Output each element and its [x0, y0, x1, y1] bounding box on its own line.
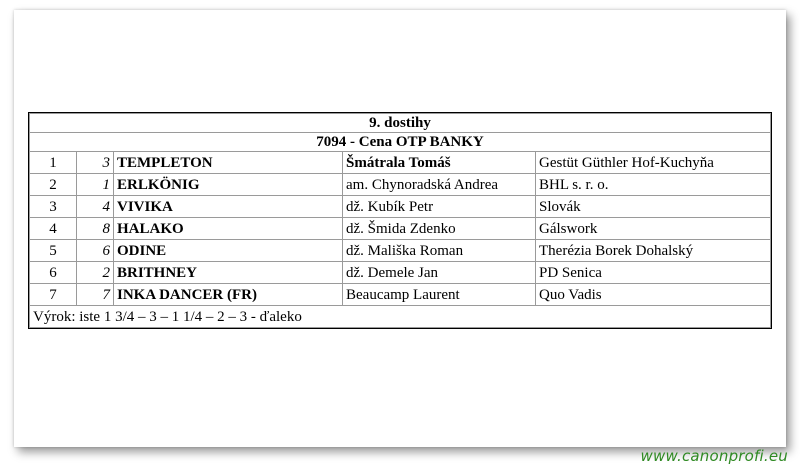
- jockey-name: dž. Mališka Roman: [343, 240, 536, 262]
- jockey-name: Beaucamp Laurent: [343, 284, 536, 306]
- table-row: [30, 218, 771, 240]
- table-row: [30, 284, 771, 306]
- table-row: [30, 240, 771, 262]
- table-row: [30, 262, 771, 284]
- watermark: www.canonprofi.eu: [640, 447, 788, 465]
- horse-name: TEMPLETON: [114, 152, 343, 174]
- start-number: 1: [77, 174, 114, 196]
- owner-name: Gestüt Güthler Hof-Kuchyňa: [536, 152, 771, 174]
- table-row: [30, 152, 771, 174]
- start-number: 7: [77, 284, 114, 306]
- start-number: 3: [77, 152, 114, 174]
- placing: 6: [30, 262, 77, 284]
- start-number: 4: [77, 196, 114, 218]
- owner-name: BHL s. r. o.: [536, 174, 771, 196]
- owner-name: Gálswork: [536, 218, 771, 240]
- start-number: 8: [77, 218, 114, 240]
- horse-name: VIVIKA: [114, 196, 343, 218]
- jockey-name: dž. Kubík Petr: [343, 196, 536, 218]
- jockey-name: Šmátrala Tomáš: [343, 152, 536, 174]
- verdict-row: [30, 306, 771, 328]
- placing: 2: [30, 174, 77, 196]
- jockey-name: am. Chynoradská Andrea: [343, 174, 536, 196]
- placing: 4: [30, 218, 77, 240]
- horse-name: ERLKÖNIG: [114, 174, 343, 196]
- table-row: [30, 174, 771, 196]
- placing: 3: [30, 196, 77, 218]
- horse-name: ODINE: [114, 240, 343, 262]
- race-results-table: [29, 113, 771, 328]
- owner-name: Quo Vadis: [536, 284, 771, 306]
- jockey-name: dž. Šmida Zdenko: [343, 218, 536, 240]
- race-subtitle: 7094 - Cena OTP BANKY: [30, 133, 771, 152]
- placing: 5: [30, 240, 77, 262]
- horse-name: BRITHNEY: [114, 262, 343, 284]
- horse-name: INKA DANCER (FR): [114, 284, 343, 306]
- start-number: 6: [77, 240, 114, 262]
- placing: 7: [30, 284, 77, 306]
- jockey-name: dž. Demele Jan: [343, 262, 536, 284]
- owner-name: Slovák: [536, 196, 771, 218]
- horse-name: HALAKO: [114, 218, 343, 240]
- table-row: [30, 196, 771, 218]
- verdict-text: Výrok: iste 1 3/4 – 3 – 1 1/4 – 2 – 3 - ďaleko: [30, 306, 771, 328]
- placing: 1: [30, 152, 77, 174]
- owner-name: PD Senica: [536, 262, 771, 284]
- race-title: 9. dostihy: [30, 114, 771, 133]
- owner-name: Therézia Borek Dohalský: [536, 240, 771, 262]
- start-number: 2: [77, 262, 114, 284]
